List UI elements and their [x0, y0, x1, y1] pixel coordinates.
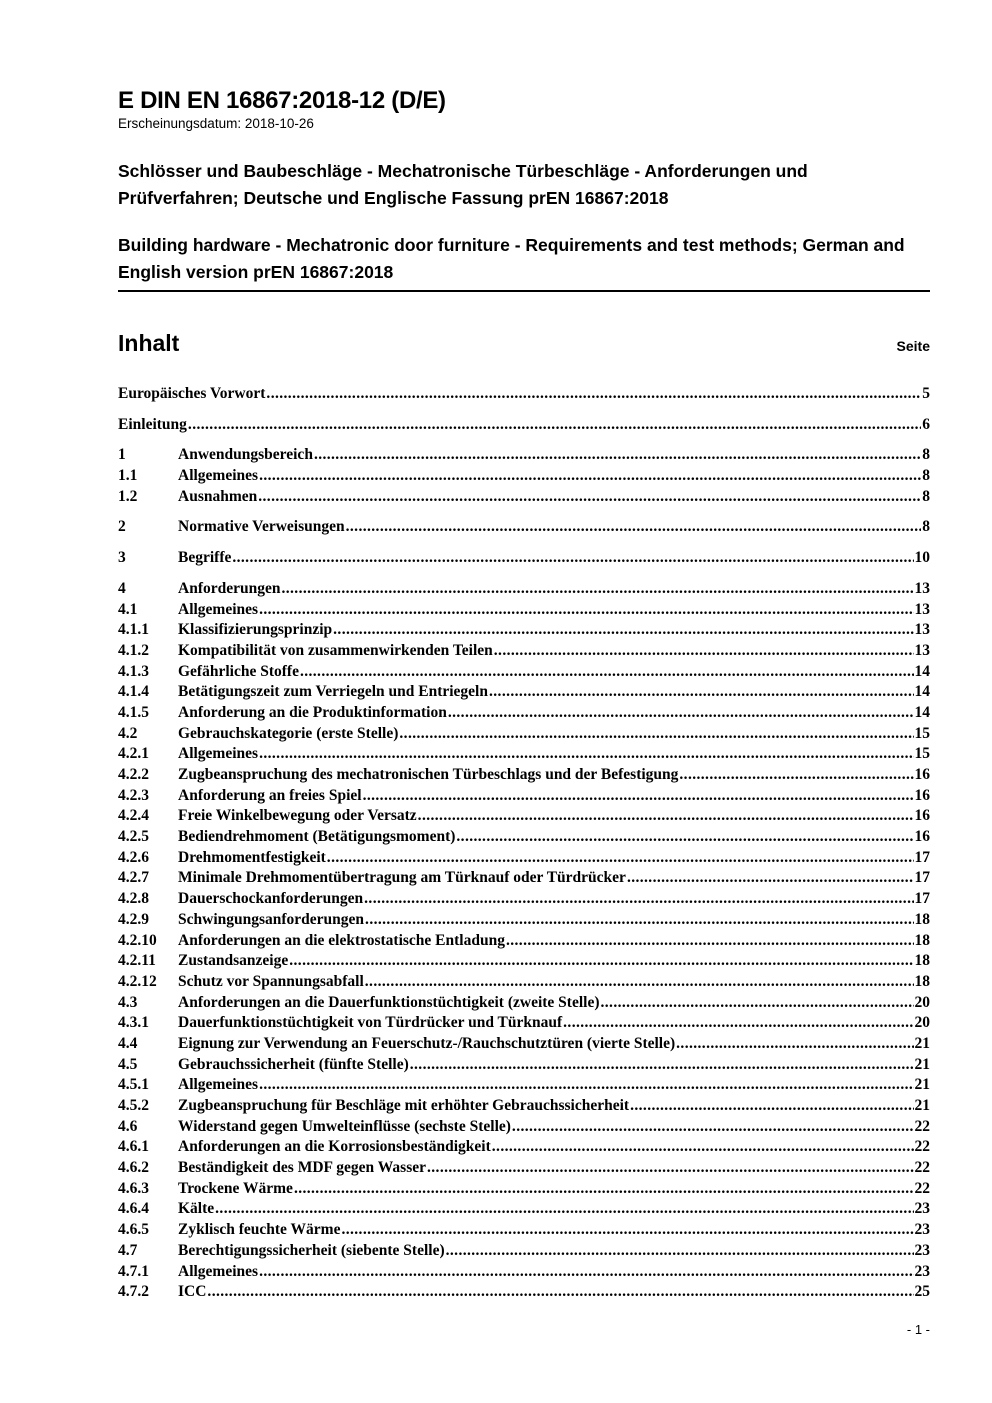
toc-entry-number: 4.2.9 — [118, 910, 149, 928]
toc-entry — [118, 827, 930, 848]
toc-entry-page: 8 — [922, 446, 930, 464]
toc-entry-number: 4.2.11 — [118, 952, 156, 970]
toc-entry-title: Berechtigungssicherheit (siebente Stelle) — [178, 1241, 445, 1259]
toc-dot-leader — [563, 1013, 913, 1034]
toc-dot-leader — [410, 1055, 914, 1076]
toc-dot-leader — [676, 1034, 913, 1055]
toc-entry-page: 21 — [914, 1034, 930, 1052]
toc-dot-leader — [363, 786, 914, 807]
toc-entry — [118, 1096, 930, 1117]
toc-entry-page: 21 — [914, 1097, 930, 1114]
toc-entry — [118, 868, 930, 889]
toc-entry-title: Minimale Drehmomentübertragung am Türknauf oder Türdrücker — [178, 869, 626, 887]
toc-entry-title: Widerstand gegen Umwelteinflüsse (sechste Stelle) — [178, 1117, 511, 1135]
toc-entry — [118, 889, 930, 910]
toc-entry-title: Gebrauchskategorie (erste Stelle) — [178, 724, 399, 742]
toc-dot-leader — [679, 765, 913, 786]
toc-dot-leader — [259, 744, 913, 765]
toc-header — [118, 328, 930, 358]
toc-entry-page: 17 — [914, 869, 930, 887]
toc-list — [118, 384, 930, 1303]
toc-entry-title: Einleitung — [118, 415, 187, 433]
toc-entry-title: Drehmomentfestigkeit — [178, 848, 326, 866]
toc-entry — [118, 703, 930, 724]
toc-entry-page: 16 — [914, 766, 930, 783]
toc-dot-leader — [489, 682, 914, 703]
toc-entry — [118, 415, 930, 436]
toc-entry-page: 23 — [914, 1200, 930, 1218]
toc-entry-page: 6 — [922, 415, 930, 433]
toc-entry-page: 23 — [914, 1221, 930, 1239]
toc-entry-number: 3 — [118, 549, 126, 567]
toc-entry-number: 4.4 — [118, 1034, 138, 1052]
toc-entry-title: Betätigungszeit zum Verriegeln und Entriegeln — [178, 683, 488, 701]
toc-entry — [118, 662, 930, 683]
toc-entry-title: Kompatibilität von zusammenwirkenden Teilen — [178, 641, 493, 659]
toc-entry-title: Anforderungen an die Dauerfunktionstüchtigkeit (zweite Stelle) — [178, 993, 600, 1011]
toc-entry-page: 17 — [914, 848, 930, 866]
toc-entry-page: 22 — [914, 1179, 930, 1197]
toc-dot-leader — [427, 1158, 914, 1179]
toc-entry-page: 16 — [914, 786, 930, 804]
toc-entry — [118, 724, 930, 745]
toc-entry-page: 18 — [914, 952, 930, 970]
toc-entry — [118, 910, 930, 931]
title-english: Building hardware - Mechatronic door furniture - Requirements and test methods; German and English version prEN 16867:2018 — [118, 235, 905, 282]
toc-dot-leader — [259, 600, 913, 621]
toc-dot-leader — [259, 466, 921, 487]
toc-dot-leader — [492, 1137, 914, 1158]
toc-entry-title: Eignung zur Verwendung an Feuerschutz-/Rauchschutztüren (vierte Stelle) — [178, 1034, 676, 1052]
toc-entry — [118, 682, 930, 703]
toc-entry-title: Bediendrehmoment (Betätigungsmoment) — [178, 828, 456, 846]
toc-dot-leader — [300, 662, 914, 683]
toc-entry-number: 4.2.3 — [118, 786, 149, 804]
toc-entry — [118, 931, 930, 952]
toc-dot-leader — [259, 1262, 913, 1283]
toc-entry-page: 10 — [914, 549, 930, 567]
toc-entry-title: Europäisches Vorwort — [118, 385, 266, 402]
toc-entry-title: Gebrauchssicherheit (fünfte Stelle) — [178, 1055, 409, 1073]
toc-entry-page: 18 — [914, 931, 930, 949]
toc-entry-page: 5 — [922, 385, 930, 402]
toc-entry-number: 4.3 — [118, 993, 138, 1011]
toc-dot-leader — [259, 1075, 913, 1096]
toc-dot-leader — [506, 931, 914, 952]
toc-entry-number: 4.1.4 — [118, 683, 149, 701]
toc-entry — [118, 600, 930, 621]
toc-entry-title: ICC — [178, 1283, 207, 1301]
toc-entry-title: Anwendungsbereich — [178, 446, 313, 464]
toc-entry-title: Zugbeanspruchung für Beschläge mit erhöhter Gebrauchssicherheit — [178, 1097, 630, 1114]
toc-dot-leader — [294, 1179, 914, 1200]
toc-entry-title: Zyklisch feuchte Wärme — [178, 1221, 341, 1239]
toc-dot-leader — [188, 415, 921, 436]
toc-entry-title: Zugbeanspruchung des mechatronischen Türbeschlags und der Befestigung — [178, 766, 679, 783]
toc-entry — [118, 1199, 930, 1220]
toc-entry-page: 8 — [922, 467, 930, 485]
toc-dot-leader — [365, 972, 914, 993]
toc-entry — [118, 744, 930, 765]
toc-entry-page: 22 — [914, 1138, 930, 1156]
toc-dot-leader — [207, 1282, 913, 1303]
toc-entry — [118, 951, 930, 972]
toc-dot-leader — [289, 951, 913, 972]
toc-entry-number: 4.5.1 — [118, 1076, 149, 1094]
toc-entry-number: 4.6.2 — [118, 1159, 149, 1177]
toc-entry-page: 15 — [914, 745, 930, 763]
toc-entry-page: 16 — [914, 807, 930, 825]
toc-entry-number: 4.7 — [118, 1241, 138, 1259]
toc-dot-leader — [448, 703, 914, 724]
toc-entry-number: 4.2.5 — [118, 828, 149, 846]
toc-entry-title: Anforderungen an die elektrostatische Entladung — [178, 931, 505, 949]
toc-entry-number: 4.6.5 — [118, 1221, 149, 1239]
toc-entry — [118, 548, 930, 569]
toc-entry-title: Allgemeines — [178, 745, 259, 763]
toc-entry-page: 15 — [914, 724, 930, 742]
toc-entry-page: 23 — [914, 1241, 930, 1259]
toc-dot-leader — [327, 848, 914, 869]
toc-entry — [118, 848, 930, 869]
toc-entry-page: 18 — [914, 972, 930, 990]
toc-dot-leader — [456, 827, 913, 848]
toc-heading: Inhalt — [118, 330, 180, 356]
toc-entry-title: Beständigkeit des MDF gegen Wasser — [178, 1159, 426, 1177]
toc-entry-number: 2 — [118, 518, 126, 536]
toc-entry-number: 1.1 — [118, 467, 138, 485]
toc-entry-number: 4.2.4 — [118, 807, 149, 825]
toc-entry — [118, 641, 930, 662]
toc-entry-page: 18 — [914, 910, 930, 928]
toc-entry-number: 4.7.2 — [118, 1283, 149, 1301]
toc-entry-page: 13 — [914, 641, 930, 659]
toc-entry-page: 17 — [914, 890, 930, 908]
toc-entry — [118, 1075, 930, 1096]
toc-entry-number: 4.1.5 — [118, 703, 149, 721]
toc-entry — [118, 1179, 930, 1200]
toc-entry-page: 13 — [914, 621, 930, 639]
toc-entry-title: Kälte — [178, 1200, 215, 1218]
toc-dot-leader — [494, 641, 914, 662]
toc-entry — [118, 579, 930, 600]
toc-entry-number: 4.2.12 — [118, 972, 157, 990]
toc-entry-page: 21 — [914, 1055, 930, 1073]
toc-entry — [118, 1055, 930, 1076]
toc-dot-leader — [446, 1241, 914, 1262]
toc-dot-leader — [365, 910, 913, 931]
toc-entry-number: 1.2 — [118, 487, 138, 505]
toc-entry-title: Dauerfunktionstüchtigkeit von Türdrücker und Türknauf — [178, 1014, 563, 1032]
toc-entry-page: 14 — [914, 683, 930, 701]
toc-entry-number: 4.6.1 — [118, 1138, 149, 1156]
toc-dot-leader — [215, 1199, 913, 1220]
toc-entry-number: 4.1.2 — [118, 641, 149, 659]
toc-entry-page: 8 — [922, 487, 930, 505]
toc-entry-page: 21 — [914, 1076, 930, 1094]
toc-entry-title: Allgemeines — [178, 600, 259, 618]
toc-dot-leader — [630, 1096, 913, 1117]
toc-entry-number: 4.2.1 — [118, 745, 149, 763]
document-title: E DIN EN 16867:2018-12 (D/E) — [118, 87, 446, 114]
toc-dot-leader — [333, 620, 913, 641]
toc-entry-title: Freie Winkelbewegung oder Versatz — [178, 807, 417, 825]
toc-entry-page: 14 — [914, 662, 930, 680]
toc-entry-number: 4.6.4 — [118, 1200, 149, 1218]
toc-entry — [118, 806, 930, 827]
toc-entry-page: 20 — [914, 1014, 930, 1032]
toc-entry-page: 13 — [914, 579, 930, 597]
toc-entry-title: Trockene Wärme — [178, 1179, 293, 1197]
toc-dot-leader — [364, 889, 913, 910]
toc-entry — [118, 466, 930, 487]
toc-entry-number: 4.7.1 — [118, 1262, 149, 1280]
toc-entry-number: 4.2 — [118, 724, 138, 742]
toc-entry-number: 4.6.3 — [118, 1179, 149, 1197]
toc-entry — [118, 765, 930, 786]
toc-entry-number: 1 — [118, 446, 126, 464]
toc-dot-leader — [232, 548, 913, 569]
toc-entry-title: Anforderung an freies Spiel — [178, 786, 362, 804]
toc-entry — [118, 445, 930, 466]
toc-entry-title: Dauerschockanforderungen — [178, 890, 364, 908]
toc-dot-leader — [314, 445, 921, 466]
toc-entry — [118, 517, 930, 538]
toc-entry-page: 8 — [922, 518, 930, 536]
toc-dot-leader — [601, 993, 914, 1014]
toc-entry-number: 4.2.10 — [118, 931, 157, 949]
toc-entry — [118, 487, 930, 508]
toc-entry-title: Allgemeines — [178, 1076, 259, 1094]
toc-dot-leader — [418, 806, 914, 827]
toc-entry — [118, 1262, 930, 1283]
toc-entry-title: Anforderung an die Produktinformation — [178, 703, 447, 721]
toc-dot-leader — [346, 517, 922, 538]
toc-entry-number: 4 — [118, 579, 126, 597]
toc-entry-title: Zustandsanzeige — [178, 952, 289, 970]
toc-entry-number: 4.6 — [118, 1117, 138, 1135]
toc-entry — [118, 972, 930, 993]
toc-entry-page: 16 — [914, 828, 930, 846]
toc-entry-number: 4.5.2 — [118, 1097, 149, 1114]
toc-entry-page: 22 — [914, 1159, 930, 1177]
toc-dot-leader — [266, 384, 921, 405]
toc-entry-number: 4.1.3 — [118, 662, 149, 680]
toc-entry-title: Anforderungen an die Korrosionsbeständigkeit — [178, 1138, 491, 1156]
toc-entry — [118, 1158, 930, 1179]
toc-dot-leader — [281, 579, 913, 600]
page-number-footer: - 1 - — [906, 1322, 930, 1337]
toc-entry-number: 4.2.6 — [118, 848, 149, 866]
toc-entry-title: Begriffe — [178, 549, 232, 567]
toc-entry-page: 14 — [914, 703, 930, 721]
toc-entry-title: Ausnahmen — [178, 487, 258, 505]
toc-entry-number: 4.2.7 — [118, 869, 149, 887]
divider-line — [118, 290, 930, 292]
toc-entry-page: 13 — [914, 600, 930, 618]
toc-dot-leader — [258, 487, 921, 508]
toc-entry-number: 4.2.2 — [118, 766, 149, 783]
toc-entry-title: Allgemeines — [178, 467, 259, 485]
toc-entry-title: Normative Verweisungen — [178, 518, 345, 536]
toc-entry — [118, 1241, 930, 1262]
toc-entry — [118, 1282, 930, 1303]
toc-dot-leader — [627, 868, 914, 889]
toc-entry-number: 4.1.1 — [118, 621, 149, 639]
toc-entry-title: Gefährliche Stoffe — [178, 662, 299, 680]
toc-dot-leader — [512, 1117, 914, 1138]
toc-entry-title: Anforderungen — [178, 579, 281, 597]
toc-page-column-label: Seite — [896, 338, 930, 354]
toc-dot-leader — [399, 724, 913, 745]
toc-entry-page: 22 — [914, 1117, 930, 1135]
toc-entry-title: Schwingungsanforderungen — [178, 910, 365, 928]
toc-entry — [118, 1117, 930, 1138]
title-german: Schlösser und Baubeschläge - Mechatronische Türbeschläge - Anforderungen und Prüfverfahren; Deutsche und Englische Fassung prEN 16867:2018 — [118, 161, 808, 208]
toc-entry-title: Klassifizierungsprinzip — [178, 621, 333, 639]
toc-entry — [118, 384, 930, 405]
toc-entry — [118, 1220, 930, 1241]
toc-entry-page: 25 — [914, 1283, 930, 1301]
toc-entry-page: 20 — [914, 993, 930, 1011]
toc-entry-title: Schutz vor Spannungsabfall — [178, 972, 364, 990]
toc-entry — [118, 620, 930, 641]
toc-entry — [118, 1034, 930, 1055]
toc-entry-title: Allgemeines — [178, 1262, 259, 1280]
toc-entry-number: 4.5 — [118, 1055, 138, 1073]
publication-date: Erscheinungsdatum: 2018-10-26 — [118, 116, 314, 131]
toc-entry-number: 4.3.1 — [118, 1014, 149, 1032]
toc-entry — [118, 993, 930, 1014]
toc-entry — [118, 786, 930, 807]
toc-entry-number: 4.1 — [118, 600, 138, 618]
toc-entry — [118, 1137, 930, 1158]
toc-entry-page: 23 — [914, 1262, 930, 1280]
toc-entry-number: 4.2.8 — [118, 890, 149, 908]
toc-entry — [118, 1013, 930, 1034]
toc-dot-leader — [341, 1220, 913, 1241]
